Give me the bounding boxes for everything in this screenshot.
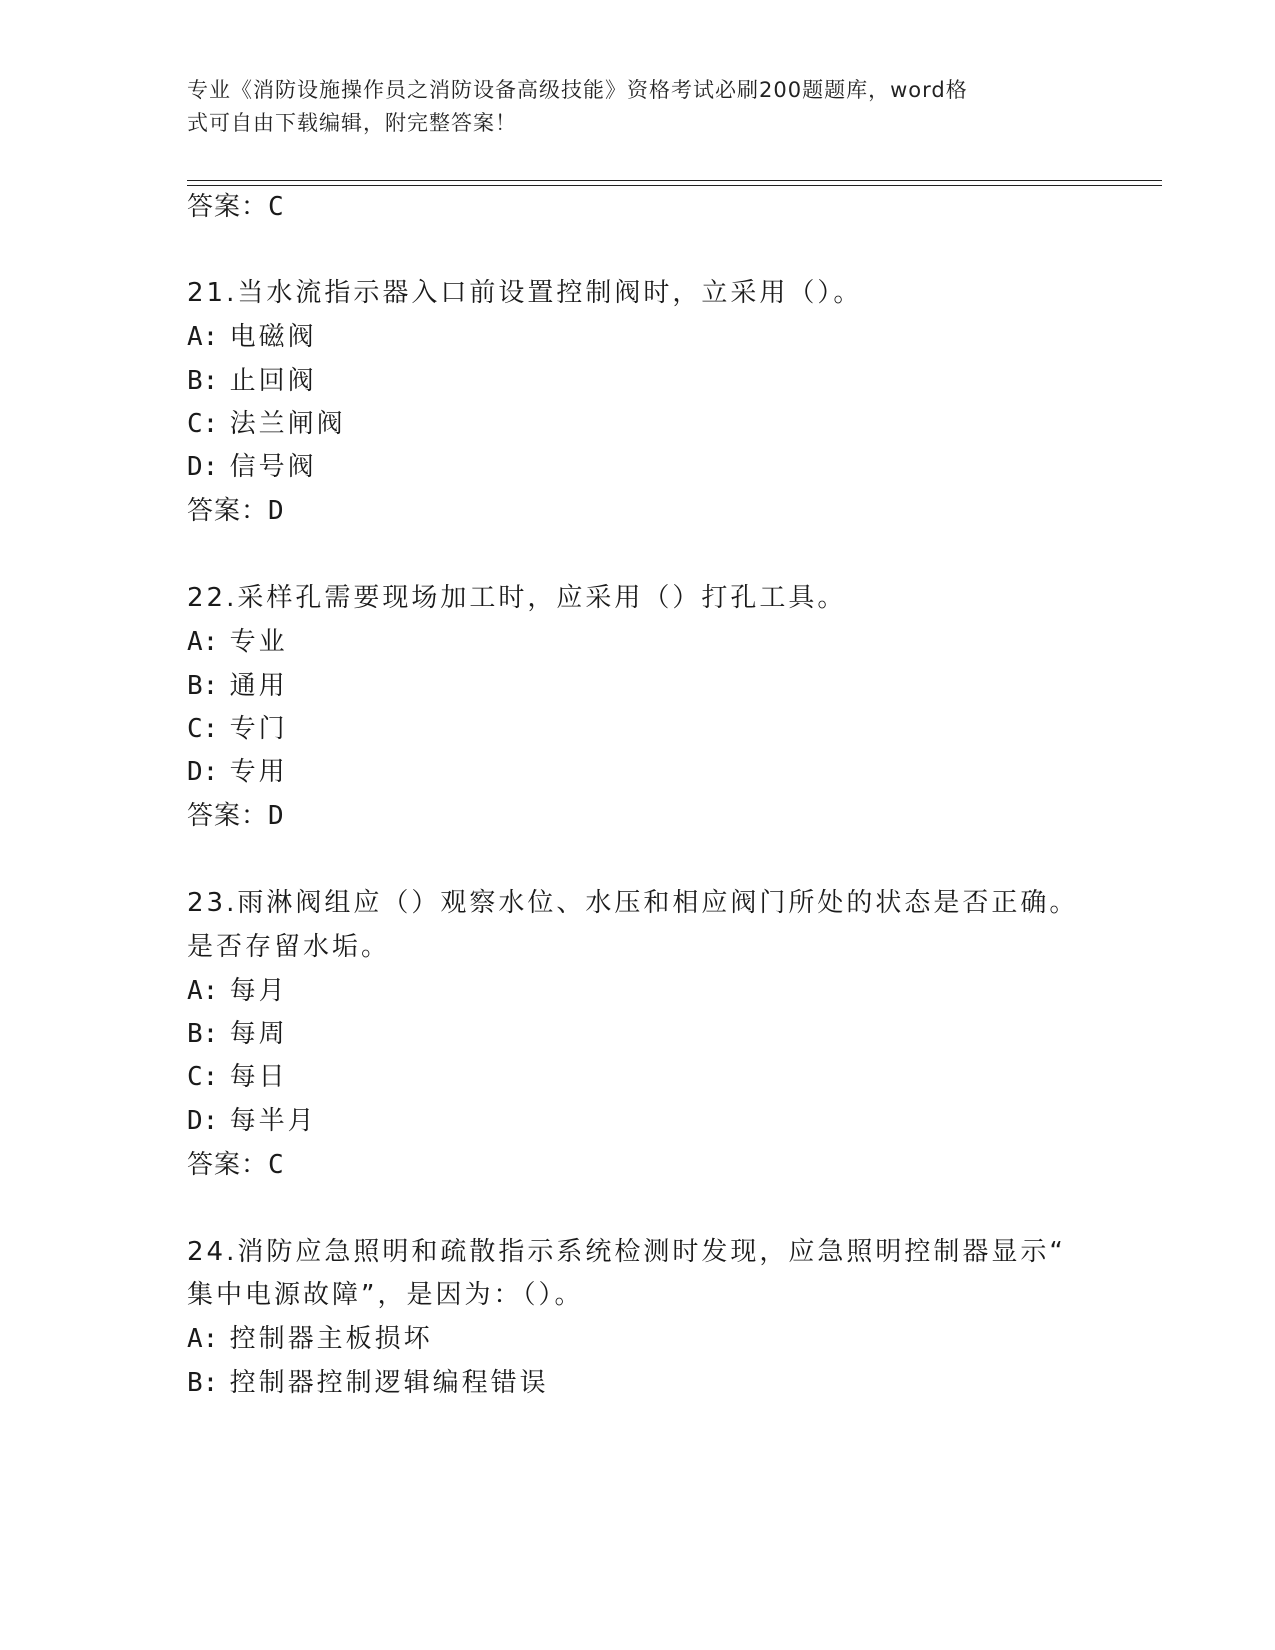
option-b xyxy=(187,1362,549,1399)
question-stem: 22.采样孔需要现场加工时，应采用（）打孔工具。 xyxy=(187,583,847,613)
option-a xyxy=(187,316,317,353)
option-letter: A: xyxy=(187,1324,219,1354)
answer-line xyxy=(187,490,284,527)
option-letter: B: xyxy=(187,1019,219,1049)
answer-value: D xyxy=(268,801,284,831)
question-stem-continued: 是否存留水垢。 xyxy=(187,932,391,962)
header-line-1: 专业《消防设施操作员之消防设备高级技能》资格考试必刷200题题库，word格 xyxy=(187,78,968,102)
answer-label: 答案： xyxy=(187,192,269,222)
option-letter: C: xyxy=(187,409,219,439)
option-c xyxy=(187,708,288,745)
option-b xyxy=(187,360,317,397)
option-letter: B: xyxy=(187,1368,219,1398)
option-d xyxy=(187,1100,317,1137)
option-text: 控制器控制逻辑编程错误 xyxy=(229,1368,549,1398)
option-text: 每月 xyxy=(229,976,288,1006)
option-text: 每日 xyxy=(229,1062,288,1092)
answer-line xyxy=(187,795,284,832)
option-text: 每半月 xyxy=(229,1106,317,1136)
answer-line xyxy=(187,1144,284,1181)
option-text: 通用 xyxy=(229,671,288,701)
header-line-2: 式可自由下载编辑，附完整答案！ xyxy=(187,111,517,135)
answer-line xyxy=(187,186,284,223)
option-letter: C: xyxy=(187,1062,219,1092)
option-b xyxy=(187,665,288,702)
option-b xyxy=(187,1013,288,1050)
option-text: 专用 xyxy=(229,757,288,787)
answer-value: D xyxy=(268,496,284,526)
option-c xyxy=(187,1056,288,1093)
option-text: 专门 xyxy=(229,714,288,744)
option-d xyxy=(187,751,288,788)
option-letter: D: xyxy=(187,452,219,482)
option-letter: A: xyxy=(187,976,219,1006)
answer-label: 答案： xyxy=(187,496,269,526)
option-letter: B: xyxy=(187,366,219,396)
option-letter: C: xyxy=(187,714,219,744)
option-a xyxy=(187,621,288,658)
option-text: 电磁阀 xyxy=(229,322,317,352)
question-stem: 24.消防应急照明和疏散指示系统检测时发现，应急照明控制器显示“ xyxy=(187,1237,1066,1267)
option-text: 止回阀 xyxy=(229,366,317,396)
answer-label: 答案： xyxy=(187,1150,269,1180)
question-stem: 23.雨淋阀组应（）观察水位、水压和相应阀门所处的状态是否正确。 xyxy=(187,888,1079,918)
answer-value: C xyxy=(268,192,284,222)
option-a xyxy=(187,970,288,1007)
option-text: 法兰闸阀 xyxy=(229,409,346,439)
option-text: 信号阀 xyxy=(229,452,317,482)
option-text: 控制器主板损坏 xyxy=(229,1324,433,1354)
option-letter: A: xyxy=(187,627,219,657)
option-text: 专业 xyxy=(229,627,288,657)
option-c xyxy=(187,403,346,440)
option-text: 每周 xyxy=(229,1019,288,1049)
option-letter: D: xyxy=(187,1106,219,1136)
answer-label: 答案： xyxy=(187,801,269,831)
question-stem: 21.当水流指示器入口前设置控制阀时，立采用（）。 xyxy=(187,278,863,308)
option-d xyxy=(187,446,317,483)
header-divider-bottom xyxy=(187,185,1162,186)
answer-value: C xyxy=(268,1150,284,1180)
document-header xyxy=(187,74,1067,140)
question-stem-continued: 集中电源故障”，是因为：（）。 xyxy=(187,1280,584,1310)
option-letter: D: xyxy=(187,757,219,787)
header-divider-top xyxy=(187,180,1162,181)
option-letter: A: xyxy=(187,322,219,352)
option-a xyxy=(187,1318,433,1355)
option-letter: B: xyxy=(187,671,219,701)
